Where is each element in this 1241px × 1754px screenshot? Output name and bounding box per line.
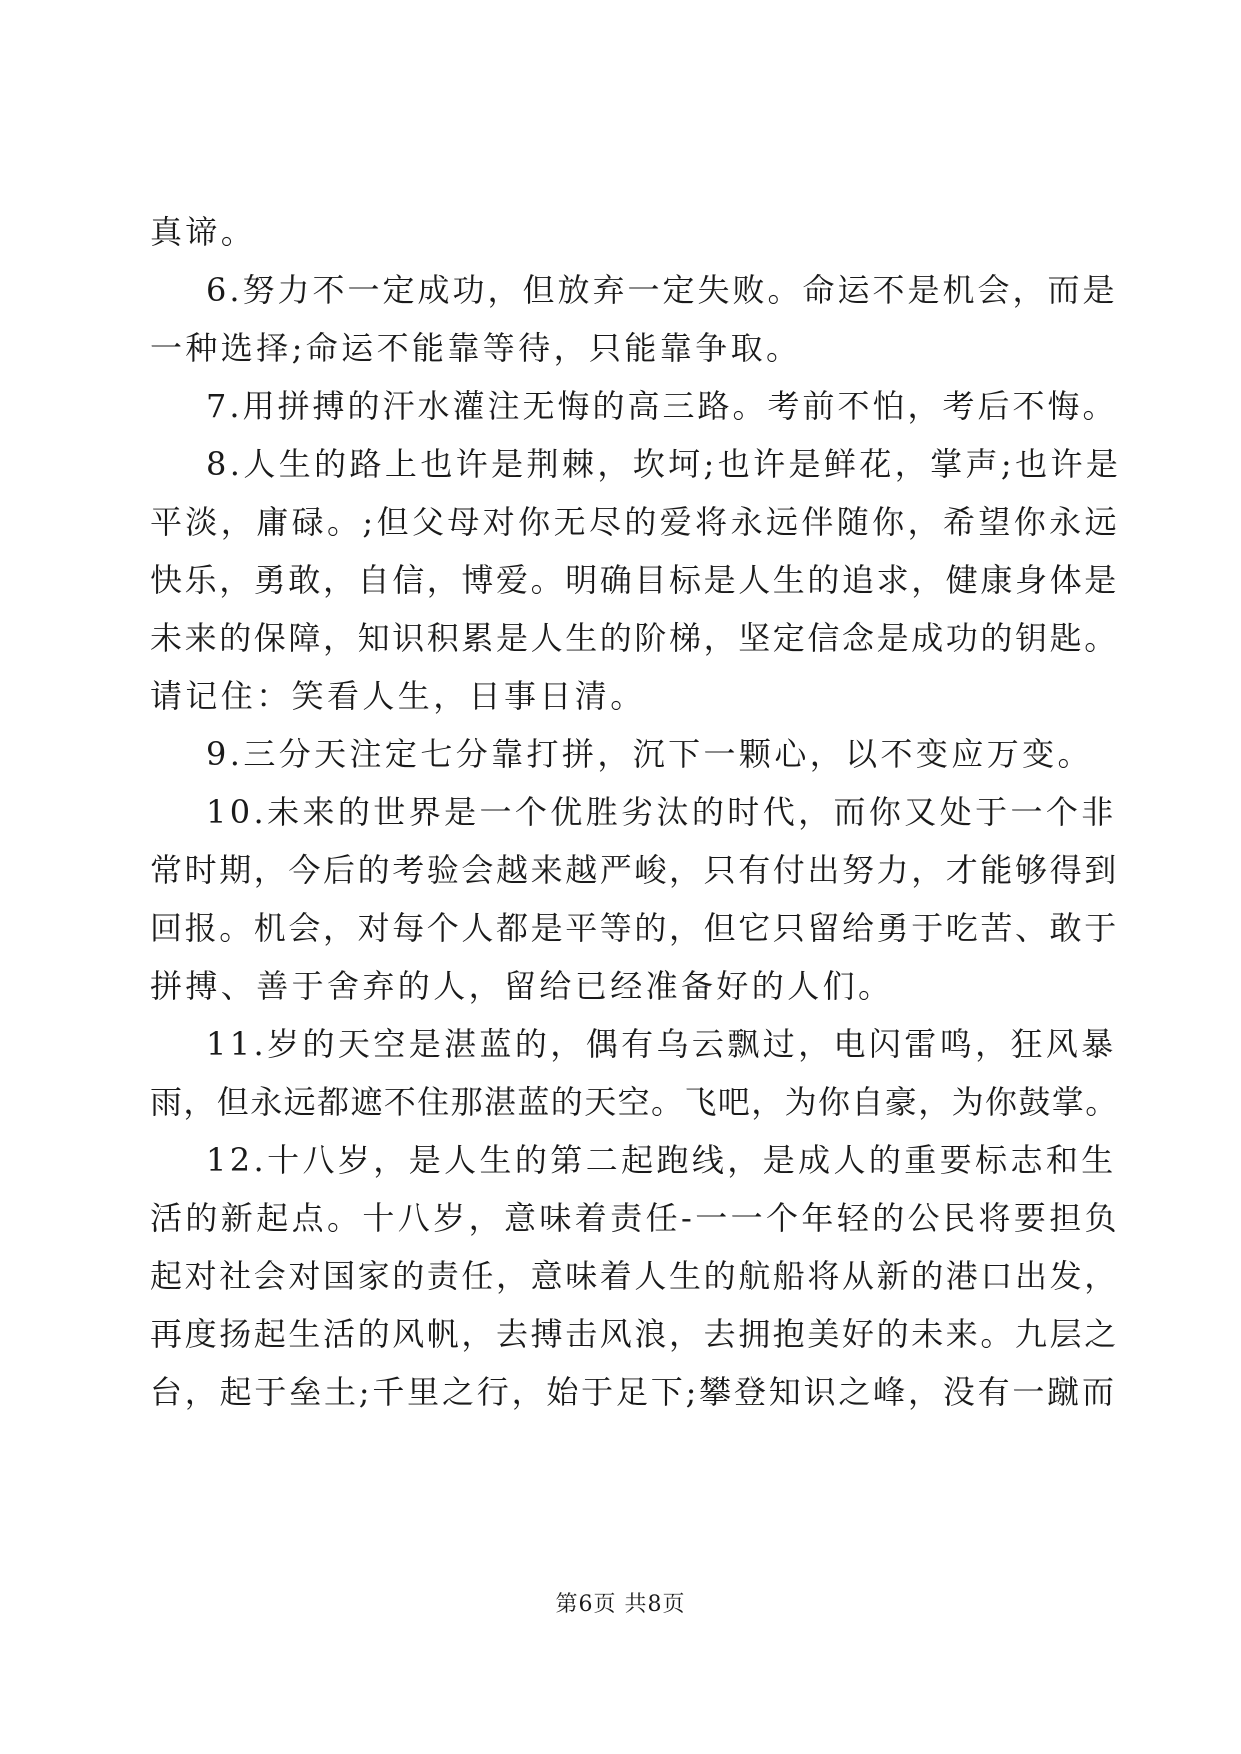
text-line-5: 8.人生的路上也许是荆棘，坎坷;也许是鲜花，掌声;也许是 (206, 445, 1122, 483)
text-line-4: 7.用拼搏的汗水灌注无悔的高三路。考前不怕，考后不悔。 (206, 387, 1118, 425)
text-line-8: 未来的保障，知识积累是人生的阶梯，坚定信念是成功的钥匙。 (150, 619, 1119, 657)
text-line-18: 活的新起点。十八岁，意味着责任-一一个年轻的公民将要担负 (150, 1199, 1121, 1237)
text-line-10: 9.三分天注定七分靠打拼，沉下一颗心，以不变应万变。 (206, 735, 1093, 773)
text-line-16: 雨，但永远都遮不住那湛蓝的天空。飞吧，为你自豪，为你鼓掌。 (150, 1083, 1119, 1121)
page-number-footer: 第6页 共8页 (555, 1592, 686, 1617)
text-line-3: 一种选择;命运不能靠等待，只能靠争取。 (150, 329, 802, 367)
text-line-20: 再度扬起生活的风帆，去搏击风浪，去拥抱美好的未来。九层之 (150, 1315, 1119, 1353)
text-line-12: 常时期，今后的考验会越来越严峻，只有付出努力，才能够得到 (150, 851, 1119, 889)
text-line-9: 请记住：笑看人生，日事日清。 (150, 677, 646, 715)
text-line-11: 10.未来的世界是一个优胜劣汰的时代，而你又处于一个非 (206, 793, 1117, 831)
text-line-19: 起对社会对国家的责任，意味着人生的航船将从新的港口出发， (150, 1257, 1119, 1295)
text-line-15: 11.岁的天空是湛蓝的，偶有乌云飘过，电闪雷鸣，狂风暴 (206, 1025, 1117, 1063)
text-line-13: 回报。机会，对每个人都是平等的，但它只留给勇于吃苦、敢于 (150, 909, 1119, 947)
text-line-7: 快乐，勇敢，自信，博爱。明确目标是人生的追求，健康身体是 (150, 561, 1119, 599)
text-line-14: 拼搏、善于舍弃的人，留给已经准备好的人们。 (150, 967, 894, 1005)
text-line-6: 平淡，庸碌。;但父母对你无尽的爱将永远伴随你，希望你永远 (150, 503, 1120, 541)
text-line-17: 12.十八岁，是人生的第二起跑线，是成人的重要标志和生 (206, 1141, 1117, 1179)
text-line-21: 台，起于垒土;千里之行，始于足下;攀登知识之峰，没有一蹴而 (150, 1373, 1117, 1411)
text-line-2: 6.努力不一定成功，但放弃一定失败。命运不是机会，而是 (206, 271, 1118, 309)
text-line-1: 真谛。 (150, 213, 257, 251)
